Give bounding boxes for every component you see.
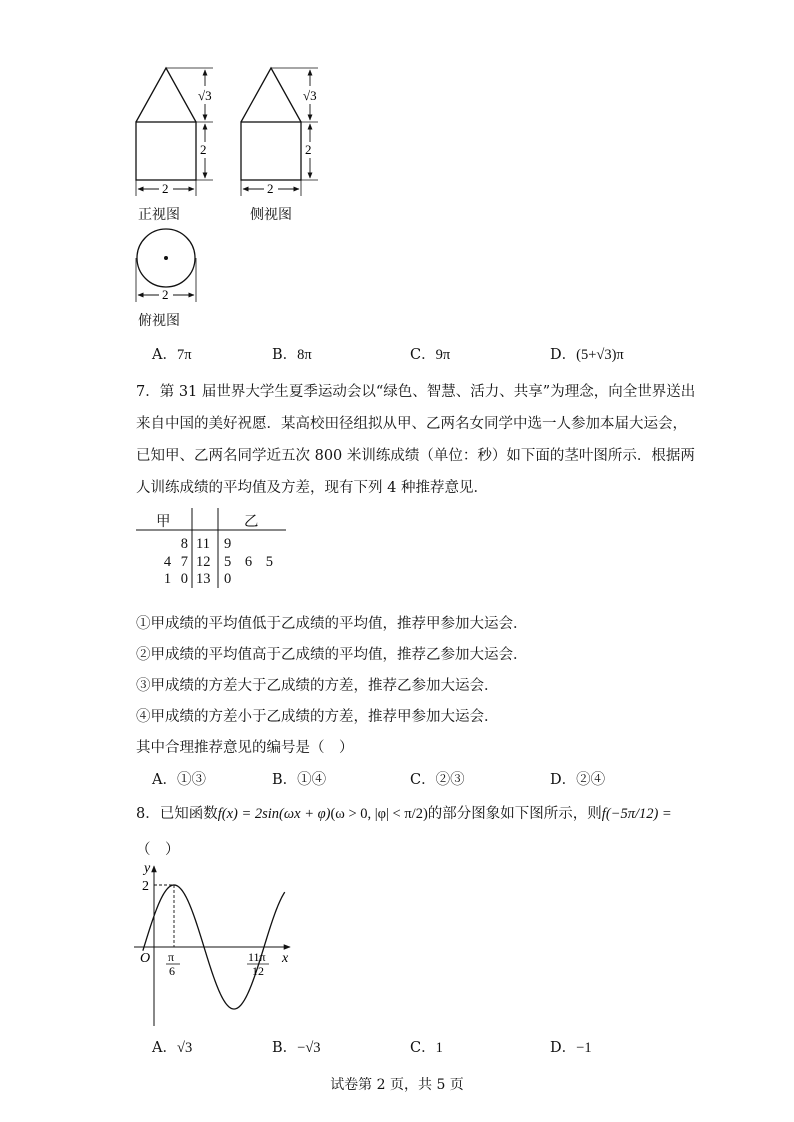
stem-leaf-header-yi: 乙	[244, 514, 259, 530]
q7-text-line-2: 来自中国的美好祝愿．某高校田径组拟从甲、乙两名女同学中选一人参加本届大运会，	[136, 416, 687, 432]
top-view-caption: 俯视图	[138, 313, 180, 329]
stem-leaf-right-row3: 0	[224, 571, 232, 587]
stem-leaf-left-row1: 8	[180, 536, 188, 552]
stem-leaf-stem-row3: 13	[196, 571, 211, 587]
q7-text-line-1: 7．第 31 届世界大学生夏季运动会以“绿色、智慧、活力、共享”为理念，向全世界送出	[136, 384, 696, 400]
tick-11pi-12	[247, 950, 269, 978]
q8-option-c: C．1	[410, 1040, 443, 1056]
q7-option-b: B．①④	[272, 772, 327, 788]
x-axis-label: x	[282, 951, 289, 966]
side-view-caption: 侧视图	[250, 207, 292, 223]
front-view-caption: 正视图	[138, 207, 180, 223]
side-dim-2-horiz: 2	[267, 181, 274, 196]
center-dot	[164, 256, 168, 260]
stem-leaf-right-row2: 5 6 5	[224, 554, 273, 570]
q7-text-line-4: 人训练成绩的平均值及方差，现有下列 4 种推荐意见．	[136, 480, 488, 496]
stem-leaf-left-row3: 1 0	[163, 571, 188, 587]
tick-pi-6-denominator: 6	[169, 964, 175, 978]
stem-leaf-right-row1: 9	[224, 536, 232, 552]
q8-paren: （ ）	[136, 842, 180, 858]
q7-statement-4: ④甲成绩的方差小于乙成绩的方差，推荐甲参加大运会．	[136, 709, 499, 725]
q7-option-a: A．①③	[152, 772, 206, 788]
tick-11pi-12-numerator: 11π	[248, 950, 266, 964]
q7-text-line-3: 已知甲、乙两名同学近五次 800 米训练成绩（单位：秒）如下面的茎叶图所示．根据两	[136, 448, 695, 464]
q6-option-b: B．8π	[272, 347, 312, 363]
stem-leaf-stem-row1: 11	[196, 536, 210, 552]
tick-pi-6-numerator: π	[168, 950, 175, 964]
q8-ask: f(−5π/12) =	[601, 806, 672, 822]
q8-prefix: 8．已知函数	[136, 806, 218, 822]
q8-option-d: D．−1	[550, 1040, 592, 1056]
q8-option-b: B．−√3	[272, 1040, 321, 1056]
tick-11pi-12-denominator: 12	[252, 964, 264, 978]
side-dim-sqrt3: √3	[303, 88, 317, 103]
front-dim-2-vert: 2	[200, 142, 207, 157]
q7-statement-2: ②甲成绩的平均值高于乙成绩的平均值，推荐乙参加大运会．	[136, 647, 528, 663]
front-dim-2-horiz: 2	[162, 181, 169, 196]
tick-pi-6	[166, 950, 180, 978]
q7-statement-3: ③甲成绩的方差大于乙成绩的方差，推荐乙参加大运会．	[136, 678, 499, 694]
front-dim-sqrt3: √3	[198, 88, 212, 103]
stem-leaf-left-row2: 4 7	[163, 554, 188, 570]
side-view	[228, 60, 338, 200]
q6-option-a: A．7π	[152, 347, 192, 363]
origin-label: O	[140, 951, 151, 966]
q7-question: 其中合理推荐意见的编号是（ ）	[136, 740, 354, 756]
q7-statement-1: ①甲成绩的平均值低于乙成绩的平均值，推荐甲参加大运会．	[136, 616, 528, 632]
q6-option-d: D．(5+√3)π	[550, 347, 624, 363]
sine-graph	[130, 858, 300, 1030]
side-dim-2-vert: 2	[305, 142, 312, 157]
page-footer: 试卷第 2 页，共 5 页	[330, 1077, 464, 1093]
stem-leaf-stem-row2: 12	[196, 554, 211, 570]
max-label: 2	[142, 879, 149, 894]
q8-option-a: A．√3	[152, 1040, 193, 1056]
q6-option-c: C．9π	[410, 347, 451, 363]
y-axis-label: y	[144, 861, 151, 876]
q8-middle: 的部分图象如下图所示，则	[427, 806, 602, 822]
q8-function: f(x) = 2sin(ωx + φ)	[217, 806, 331, 822]
q8-condition: (ω > 0, |φ| < π/2)	[330, 806, 428, 822]
q8-text-line	[136, 802, 672, 823]
stem-leaf-header-jia: 甲	[156, 514, 171, 530]
q7-option-c: C．②③	[410, 772, 465, 788]
top-dim-2: 2	[162, 287, 169, 302]
q7-option-d: D．②④	[550, 772, 606, 788]
